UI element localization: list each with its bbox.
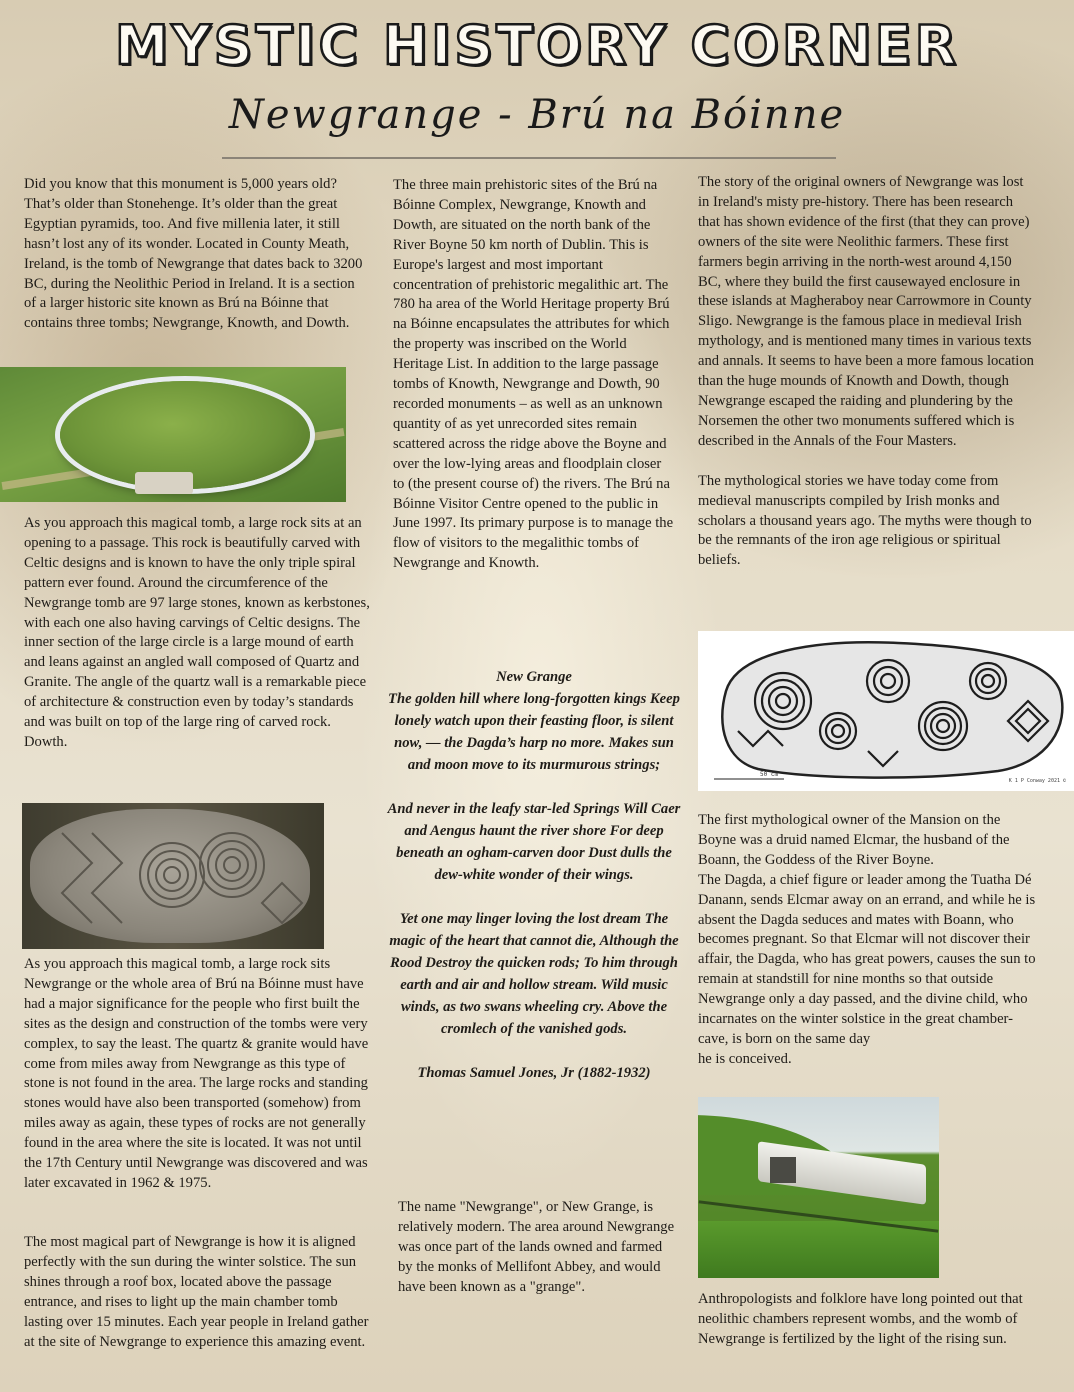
col2-sites xyxy=(393,176,675,574)
anthro-paragraph: Anthropologists and folklore have long pointed out that neolithic chambers represent wombs, and the womb of Newgrange is fertilized by the light of the rising sun. xyxy=(698,1291,1023,1347)
col1-significance xyxy=(24,955,370,1194)
dagda-paragraph: The Dagda, a chief figure or leader among the Tuatha Dé Danann, sends Elcmar away on an errand, and while he is absent the Dagda seduces and mates with Boann, who becomes pregnant. So that Elcmar will not discover their affair, the Dagda, who has great powers, causes the sun to remain at standstill for nine months so that outside Newgrange only a day passed, and the divine child, who incarnates on the winter solstice in the great chamber-cave, is born on the same day xyxy=(698,871,1036,1047)
name-paragraph: The name "Newgrange", or New Grange, is relatively modern. The area around Newgrange was once part of the lands owned and farmed by the monks of Mellifont Abbey, and would have been known as a "grange". xyxy=(398,1199,675,1295)
col1-solstice xyxy=(24,1233,370,1352)
sites-paragraph: The three main prehistoric sites of the Brú na Bóinne Complex, Newgrange, Knowth and Dowth, are situated on the north bank of the River Boyne 50 km north of Dublin. This is Europe's largest and most important concentration of prehistoric megalithic art. The 780 ha area of the World Heritage property Brú na Bóinne encapsulates the attributes for which the property was inscribed on the World Heritage List. In addition to the large passage tombs of Knowth, Newgrange and Dowth, 90 recorded monuments – as well as an unknown quantity of as yet unrecorded sites remain scattered across the ridge above the Boyne and over the low-lying areas and floodplain closer to (the present course of) the rivers. The Brú na Bóinne Visitor Centre opened to the public in June 1997. Its primary purpose is to manage the flow of visitors to the megalithic tombs of Newgrange and Knowth. xyxy=(393,177,674,572)
page-subtitle: Newgrange - Brú na Bóinne xyxy=(228,92,846,138)
conceived-line: he is conceived. xyxy=(698,1050,792,1067)
significance-paragraph: As you approach this magical tomb, a large rock sits Newgrange or the whole area of Brú na Bóinne must have had a major significance for the people who first built the sites as the design and construction of the tombs were very complex, to say the least. The quartz & granite would have come from miles away from Newgrange as this type of stone is not found in the area. The large rocks and standing stones would have also been transported (somehow) from miles away as again, these types of rocks are not generally found in the area where the site is located. It was not until the 17th Century until Newgrange was discovered and was later excavated in 1962 & 1975. xyxy=(24,956,369,1191)
col3-elcmar xyxy=(698,811,1038,1070)
approach-paragraph: As you approach this magical tomb, a large rock sits at an opening to a passage. This rock is beautifully carved with Celtic designs and is known to have the only triple spiral pattern ever found. Around the circumference of the Newgrange tomb are 97 large stones, known as kerbstones, with each one also having carvings of Celtic designs. The inner section of the large circle is a large mound of earth and leans against an angled wall composed of Quartz and Granite. The angle of the quartz wall is a remarkable piece of architecture & construction even by today’s standards and was built on top of the large ring of carved rock. xyxy=(24,515,370,731)
dowth-label: Dowth. xyxy=(24,733,68,750)
col1-approach xyxy=(24,514,370,753)
elcmar-paragraph: The first mythological owner of the Mansion on the Boyne was a druid named Elcmar, the husband of the Boann, the Goddess of the River Boyne. xyxy=(698,812,1010,868)
solstice-paragraph: The most magical part of Newgrange is how it is aligned perfectly with the sun during the winter solstice. The sun shines through a roof box, located above the passage entrance, and rises to light up the main chamber tomb lasting over 15 minutes. Each year people in Ireland gather at the site of Newgrange to experience this amazing event. xyxy=(24,1234,369,1350)
col3-anthro xyxy=(698,1290,1038,1350)
myths-paragraph: The mythological stories we have today come from medieval manuscripts compiled by Irish monks and scholars a thousand years ago. The myths were though to be the remnants of the iron age religious or spiritual beliefs. xyxy=(698,472,1032,569)
poem-title: New Grange xyxy=(496,669,572,685)
carved-stone-photo xyxy=(22,803,324,949)
newgrange-exterior-photo xyxy=(698,1097,939,1278)
newgrange-aerial-photo xyxy=(0,367,346,502)
owners-paragraph: The story of the original owners of Newgrange was lost in Ireland's misty pre-history. There has been research that has shown evidence of the first (that they can prove) owners of the site were Neolithic farmers. These first farmers begin arriving in the north-west around 4,150 BC, where they build the first causewayed enclosure in these islands at Magheraboy near Carrowmore in County Sligo. Newgrange is the famous place in medieval Irish mythology, and is mentioned many times in various texts and annals. It seems to have been a more famous location than the huge mounds of Knowth and Dowth, though Newgrange escaped the raiding and plundering by the Norsemen the other two monuments suffered which is described in the Annals of the Four Masters. xyxy=(698,174,1034,449)
intro-paragraph: Did you know that this monument is 5,000 years old? That’s older than Stonehenge. It’s older than the great Egyptian pyramids, too. And five millenia later, it still hasn’t lost any of its wonder. Located in County Meath, Ireland, is the tomb of Newgrange that dates back to 3200 BC, during the Neolithic Period in Ireland. It is a section of a larger historic site known as Brú na Bóinne that contains three tombs; Newgrange, Knowth, and Dowth. xyxy=(24,176,363,332)
poem-stanza-1: The golden hill where long-forgotten kings Keep lonely watch upon their feasting floor, is silent now, — the Dagda’s harp no more. Makes sun and moon move to its murmurous strings; xyxy=(388,691,680,773)
col2-name xyxy=(398,1198,680,1298)
kerbstone-drawing xyxy=(698,631,1074,791)
title-divider xyxy=(222,157,836,159)
col3-owners xyxy=(698,173,1038,571)
col1-intro xyxy=(24,175,370,334)
drawing-credit: K 1 P Conway 2021 © xyxy=(1008,778,1066,784)
poem-stanza-2: And never in the leafy star-led Springs Will Caer and Aengus haunt the river shore For deep beneath an ogham-carven door Dust dulls the dew-white wonder of their wings. xyxy=(387,801,681,883)
poem-stanza-3: Yet one may linger loving the lost dream The magic of the heart that cannot die, Although the Rood Destroy the quicken rods; To him through earth and air and hollow stream. Wild music winds, as two swans wheeling cry. Above the cromlech of the vanished gods. xyxy=(389,911,679,1037)
scale-label: 50 cm xyxy=(760,771,779,778)
poem xyxy=(384,666,684,1084)
poem-author: Thomas Samuel Jones, Jr (1882-1932) xyxy=(417,1065,651,1081)
page-title: MYSTIC HISTORY CORNER xyxy=(114,14,960,77)
